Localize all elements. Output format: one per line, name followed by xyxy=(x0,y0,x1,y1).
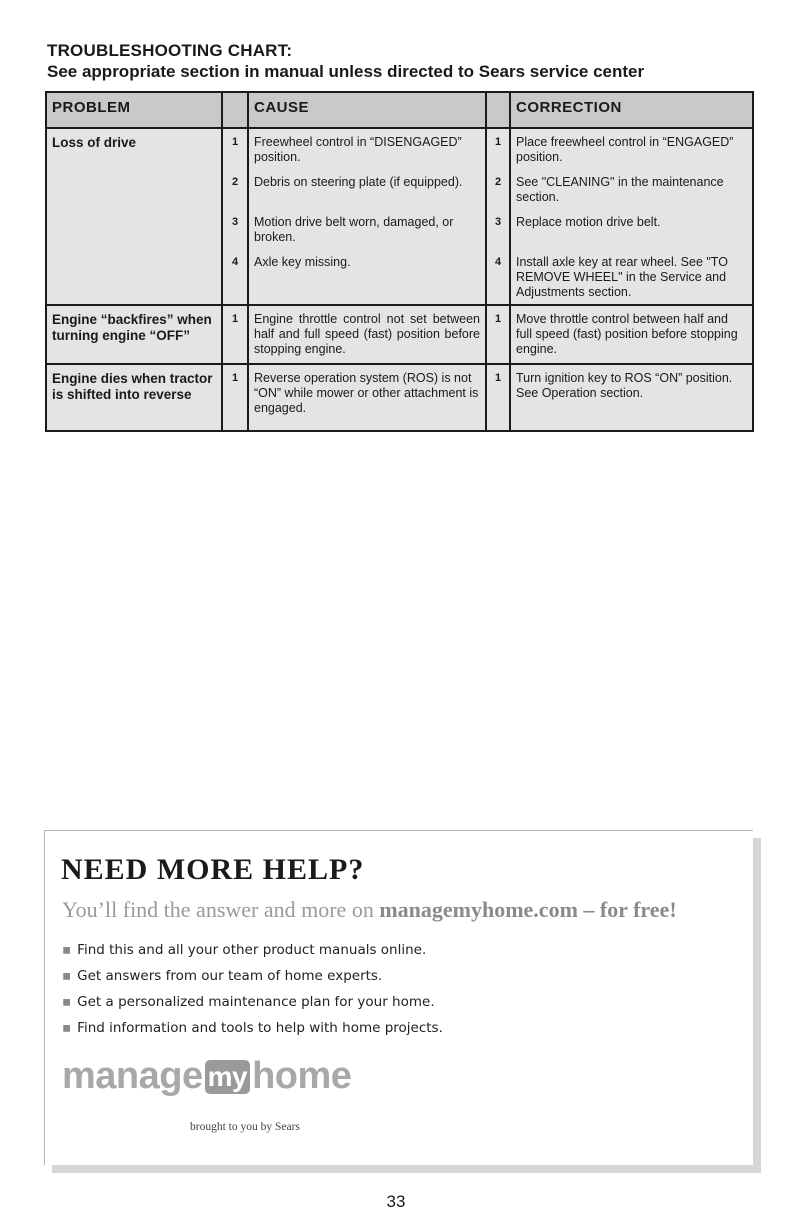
correction-number: 1 xyxy=(486,128,510,165)
chart-header xyxy=(47,40,757,83)
page-number: 33 xyxy=(386,1192,406,1211)
logo-tagline: brought to you by Sears xyxy=(190,1121,300,1133)
col-header-cause: CAUSE xyxy=(248,92,486,128)
bullet-text: Get a personalized maintenance plan for your home. xyxy=(77,994,435,1010)
correction-number: 1 xyxy=(486,364,510,431)
correction-cell: Move throttle control between half and full speed (fast) position before stopping engine. xyxy=(510,305,753,364)
help-subtitle-text: You’ll find the answer and more on xyxy=(62,897,380,922)
bullet-icon: ▪ xyxy=(62,994,72,1010)
help-title: NEED MORE HELP? xyxy=(61,853,365,886)
correction-number: 2 xyxy=(486,165,510,205)
correction-cell: Replace motion drive belt. xyxy=(510,205,753,245)
correction-number: 1 xyxy=(486,305,510,364)
bullet-icon: ▪ xyxy=(62,968,72,984)
troubleshooting-table xyxy=(45,91,754,432)
logo-manage: manage xyxy=(62,1055,203,1097)
col-header-correction: CORRECTION xyxy=(510,92,753,128)
cause-cell: Engine throttle control not set between half and full speed (fast) position before stopping engine. xyxy=(248,305,486,364)
list-item xyxy=(62,963,443,989)
bullet-text: Find information and tools to help with home projects. xyxy=(77,1020,443,1036)
list-item xyxy=(62,1015,443,1041)
cause-cell: Debris on steering plate (if equipped). xyxy=(248,165,486,205)
cause-number: 1 xyxy=(222,305,248,364)
cause-number: 3 xyxy=(222,205,248,245)
problem-cell: Engine dies when tractor is shifted into reverse xyxy=(46,364,222,431)
col-header-spacer xyxy=(486,92,510,128)
correction-number: 4 xyxy=(486,245,510,305)
managemyhome-logo xyxy=(62,1055,351,1098)
list-item xyxy=(62,937,443,963)
chart-title: TROUBLESHOOTING CHART: xyxy=(47,41,293,60)
cause-number: 1 xyxy=(222,364,248,431)
cause-cell: Motion drive belt worn, damaged, or broken. xyxy=(248,205,486,245)
cause-number: 2 xyxy=(222,165,248,205)
table-row xyxy=(46,305,753,364)
correction-cell: Turn ignition key to ROS “ON” position. See Operation section. xyxy=(510,364,753,431)
correction-cell: Install axle key at rear wheel. See "TO REMOVE WHEEL" in the Service and Adjustments section. xyxy=(510,245,753,305)
logo-my: my xyxy=(205,1060,250,1094)
help-subtitle xyxy=(62,897,677,923)
table-header-row xyxy=(46,92,753,128)
chart-subtitle: See appropriate section in manual unless directed to Sears service center xyxy=(47,62,645,81)
help-bullet-list xyxy=(62,937,443,1041)
need-more-help-box xyxy=(44,830,753,1165)
problem-cell: Loss of drive xyxy=(46,128,222,305)
col-header-problem: PROBLEM xyxy=(46,92,222,128)
bullet-icon: ▪ xyxy=(62,1020,72,1036)
table-row xyxy=(46,364,753,431)
cause-cell: Reverse operation system (ROS) is not “ON” while mower or other attachment is engaged. xyxy=(248,364,486,431)
logo-home: home xyxy=(252,1055,352,1097)
bullet-text: Find this and all your other product manuals online. xyxy=(77,942,427,958)
col-header-spacer xyxy=(222,92,248,128)
cause-number: 4 xyxy=(222,245,248,305)
problem-cell: Engine “backfires” when turning engine “OFF” xyxy=(46,305,222,364)
bullet-text: Get answers from our team of home experts. xyxy=(77,968,383,984)
cause-cell: Freewheel control in “DISENGAGED” position. xyxy=(248,128,486,165)
table-row xyxy=(46,128,753,165)
cause-cell: Axle key missing. xyxy=(248,245,486,305)
list-item xyxy=(62,989,443,1015)
correction-cell: See "CLEANING" in the maintenance section. xyxy=(510,165,753,205)
correction-number: 3 xyxy=(486,205,510,245)
correction-cell: Place freewheel control in “ENGAGED” position. xyxy=(510,128,753,165)
bullet-icon: ▪ xyxy=(62,942,72,958)
cause-number: 1 xyxy=(222,128,248,165)
help-site-link[interactable]: managemyhome.com – for free! xyxy=(379,897,677,922)
